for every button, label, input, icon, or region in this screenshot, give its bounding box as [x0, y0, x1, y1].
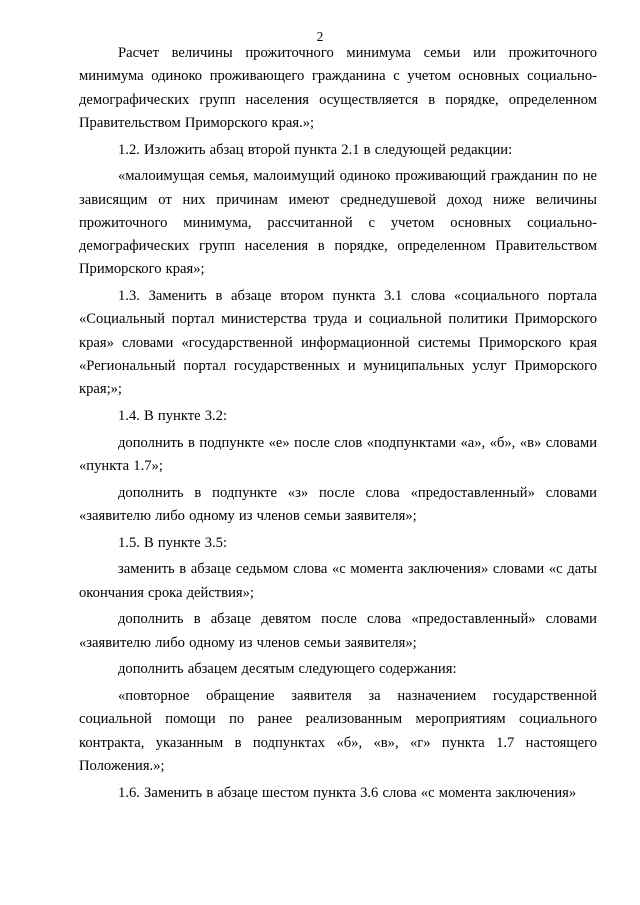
paragraph-item-1-5: 1.5. В пункте 3.5: — [118, 534, 228, 551]
paragraph-subitem-z: дополнить в подпункте «з» после слова «предоставленный» словами «заявителю либо одному из членов семьи заявителя»; — [79, 484, 597, 524]
page-number: 2 — [316, 29, 324, 44]
paragraph-low-income-definition: «малоимущая семья, малоимущий одиноко проживающий гражданин по не зависящим от них причинам имеют среднедушевой доход ниже величины прожиточного минимума, рассчитанной с учетом основных социально-демографических групп населения в порядке, определенном Правительством Приморского края»; — [79, 168, 597, 278]
paragraph-replace-seventh: заменить в абзаце седьмом слова «с момента заключения» словами «с даты окончания срока действия»; — [79, 561, 597, 601]
paragraph-item-1-6: 1.6. Заменить в абзаце шестом пункта 3.6 слова «с момента заключения» — [118, 784, 577, 801]
paragraph-add-tenth: дополнить абзацем десятым следующего содержания: — [118, 661, 457, 678]
paragraph-subitem-e: дополнить в подпункте «е» после слов «подпунктами «а», «б», «в» словами «пункта 1.7»; — [79, 434, 597, 474]
paragraph-item-1-4: 1.4. В пункте 3.2: — [118, 408, 228, 425]
paragraph-cost-of-living-calculation: Расчет величины прожиточного минимума семьи или прожиточного минимума одиноко проживающего гражданина с учетом основных социально-демографических групп населения осуществляется в порядке, определенном Правительством Приморского края.»; — [79, 45, 597, 131]
paragraph-repeat-application: «повторное обращение заявителя за назначением государственной социальной помощи по ранее реализованным мероприятиям социального контракта, указанным в подпунктах «б», «в», «г» пункта 1.7 настоящего Положения.»; — [79, 688, 597, 774]
paragraph-item-1-2: 1.2. Изложить абзац второй пункта 2.1 в следующей редакции: — [118, 141, 513, 158]
document-body — [79, 42, 597, 808]
paragraph-add-ninth: дополнить в абзаце девятом после слова «предоставленный» словами «заявителю либо одному из членов семьи заявителя»; — [79, 611, 597, 651]
paragraph-item-1-3: 1.3. Заменить в абзаце втором пункта 3.1 слова «социального портала «Социальный портал министерства труда и социальной политики Приморского края» словами «государственной информационной системы Приморского края «Региональный портал государственных и муниципальных услуг Приморского края;»; — [79, 288, 597, 398]
